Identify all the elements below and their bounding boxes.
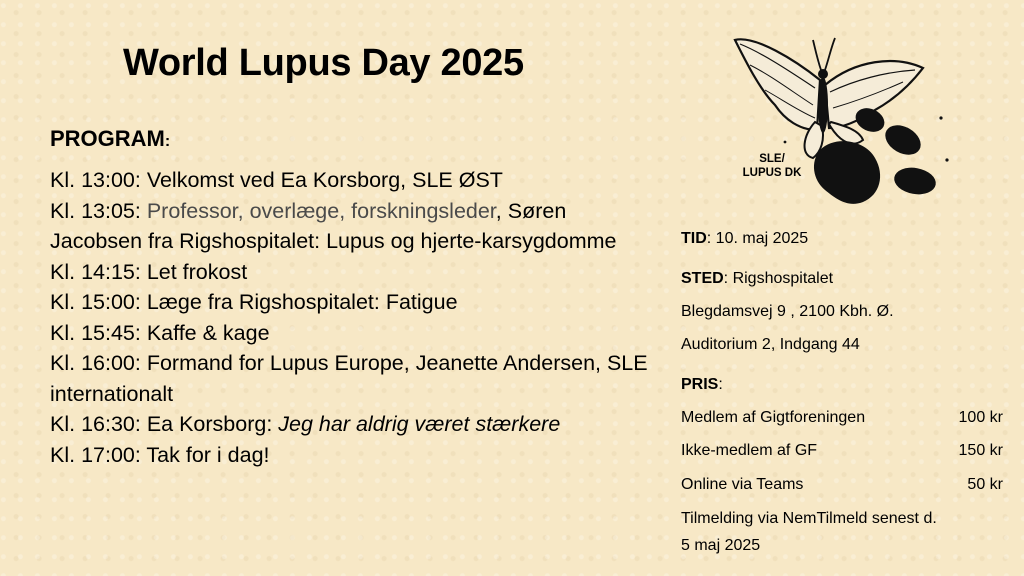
room-line: Auditorium 2, Indgang 44	[681, 336, 860, 353]
program-item-1415: Kl. 14:15: Let frokost	[50, 259, 248, 284]
program-item-1305: Kl. 13:05: Professor, overlæge, forskningsleder, Søren Jacobsen fra Rigshospitalet: Lupus og hjerte-karsygdomme	[50, 198, 617, 253]
price-row-member: Medlem af Gigtforeningen 100 kr	[681, 409, 1003, 426]
program-item-1600: Kl. 16:00: Formand for Lupus Europe, Jeanette Andersen, SLE internationalt	[50, 351, 648, 406]
price-heading: PRIS:	[681, 376, 723, 393]
program-item-1545: Kl. 15:45: Kaffe & kage	[50, 320, 270, 345]
price-row-online: Online via Teams 50 kr	[681, 476, 1003, 493]
program-item-1700: Kl. 17:00: Tak for i dag!	[50, 442, 270, 467]
program-item-1500: Kl. 15:00: Læge fra Rigshospitalet: Fatigue	[50, 290, 458, 314]
price-row-nonmember: Ikke-medlem af GF 150 kr	[681, 442, 1003, 459]
program-list	[50, 165, 650, 470]
program-heading: PROGRAM:	[50, 126, 171, 151]
signup-line-2: 5 maj 2025	[681, 537, 761, 554]
program-item-1300: Kl. 13:00: Velkomst ved Ea Korsborg, SLE ØST	[50, 168, 503, 192]
place-line: STED: Rigshospitalet	[681, 270, 834, 287]
signup-line-1: Tilmelding via NemTilmeld senest d.	[681, 510, 937, 527]
time-line: TID: 10. maj 2025	[681, 230, 809, 247]
logo-text: SLE/ LUPUS DK	[742, 153, 802, 179]
page-title: World Lupus Day 2025	[123, 42, 524, 84]
program-item-1630: Kl. 16:30: Ea Korsborg: Jeg har aldrig været stærkere	[50, 412, 561, 436]
address-line: Blegdamsvej 9 , 2100 Kbh. Ø.	[681, 303, 894, 320]
butterfly-paw-icon	[725, 30, 965, 220]
